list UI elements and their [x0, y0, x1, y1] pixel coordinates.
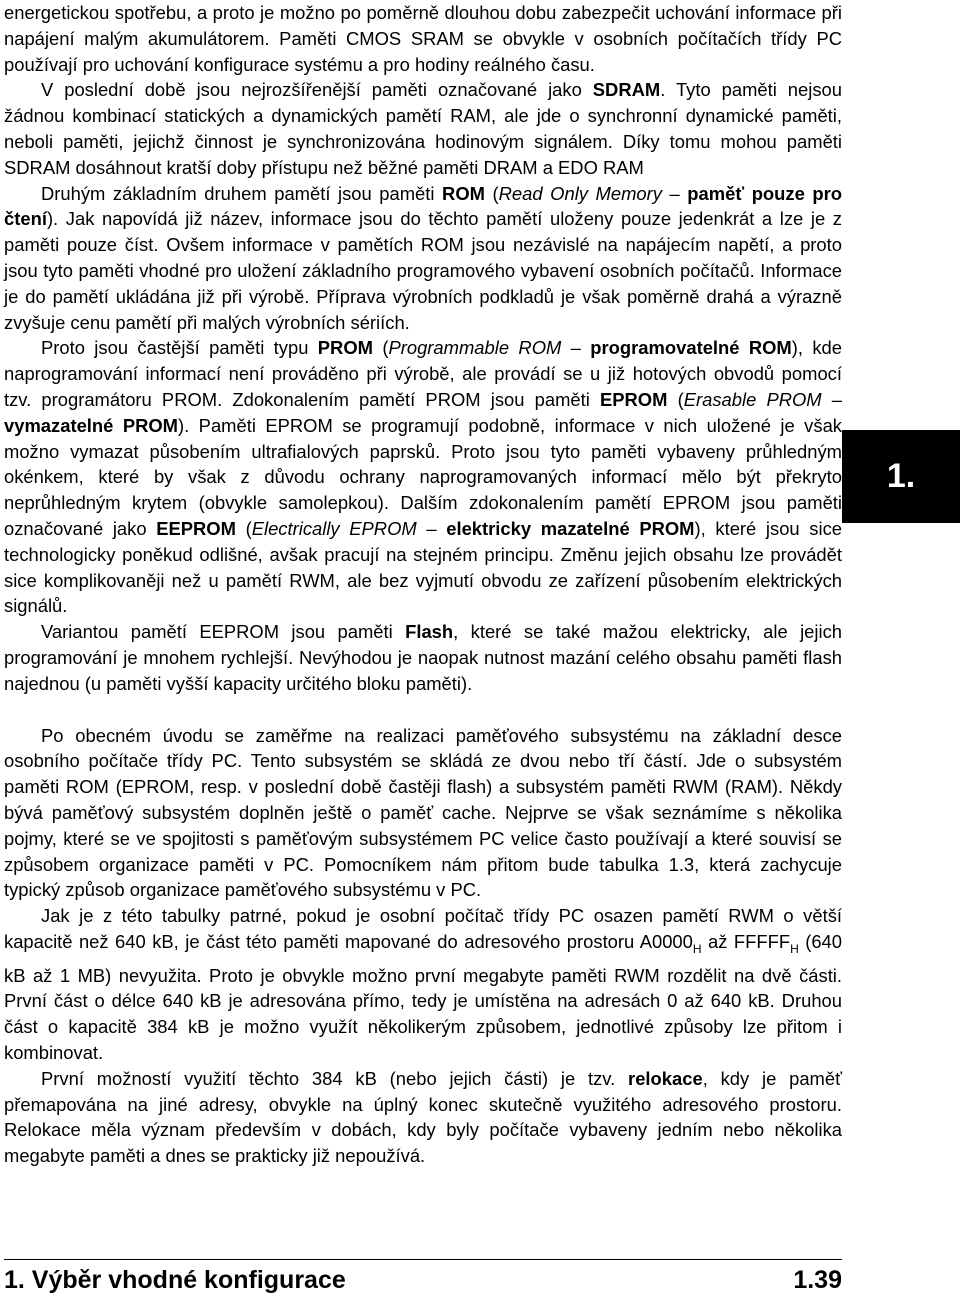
term-prom: PROM [317, 337, 373, 359]
chapter-tab: 1. [842, 430, 960, 523]
term-flash: Flash [405, 621, 454, 643]
term-eprom: EPROM [599, 388, 668, 410]
term-eeprom: EEPROM [156, 517, 236, 539]
footer-page-number: 1.39 [793, 1266, 842, 1294]
paragraph-3: Druhým základním druhem pamětí jsou paměti ROM (Read Only Memory – paměť pouze pro čtení). Jak napovídá již název, informace jsou do těchto pamětí uloženy pouze jedenkrát a lze je z paměti pouze číst. Ovšem informace v pamětích ROM jsou nezávislé na napájecím napětí, a proto jsou tyto paměti vhodné pro uložení základního programového vybavení osobních počítačů. Informace je do pamětí ukládána již při výrobě. Příprava výrobních podkladů je však poměrně drahá a výrazně zvyšuje cenu pamětí při malých výrobních sériích. [4, 182, 843, 333]
term-rom: ROM [442, 182, 485, 204]
term-sdram: SDRAM [592, 79, 661, 101]
term-relokace: relokace [628, 1067, 703, 1089]
paragraph-6: Po obecném úvodu se zaměřme na realizaci paměťového subsystému na základní desce osobního počítače třídy PC. Tento subsystém se skládá ze dvou nebo tří částí. Jde o subsystém paměti ROM (EPROM, resp. v poslední době častěji flash) a subsystém paměti RWM (RAM). Někdy bývá paměťový subsystém doplněn ještě o paměť cache. Nejprve se však seznámíme s několika pojmy, které se ve spojitosti s paměťovým subsystémem PC velice často používají a které souvisí se způsobem organizace paměti v PC. Pomocníkem nám přitom bude tabulka 1.3, která zachycuje typický způsob organizace paměťového subsystému v PC. [4, 724, 842, 901]
paragraph-2: V poslední době jsou nejrozšířenější paměti označované jako SDRAM. Tyto paměti nejsou žádnou kombinací statických a dynamických pamětí RAM, ale jde o synchronní dynamické paměti, neboli paměti, jejichž činnost je synchronizována hodinovým signálem. Díky tomu mohou paměti SDRAM dosáhnout kratší doby přístupu než běžné paměti DRAM a EDO RAM [4, 79, 842, 178]
footer-chapter-title: 1. Výběr vhodné konfigurace [4, 1266, 346, 1294]
paragraph-5: Variantou pamětí EEPROM jsou paměti Flash, které se také mažou elektricky, ale jejich programování je mnohem rychlejší. Nevýhodou je naopak nutnost mazání celého obsahu paměti flash najednou (u paměti vyšší kapacity určitého bloku paměti). [4, 621, 842, 694]
footer-rule [4, 1259, 842, 1260]
paragraph-8: První možností využití těchto 384 kB (nebo jejich části) je tzv. relokace, kdy je paměť přemapována na jiné adresy, obvykle na úplný konec skutečně využitého adresového prostoru. Relokace měla význam především v dobách, kdy byly počítače vybaveny jedním nebo několika megabyte paměti a dnes se prakticky již nepoužívá. [4, 1067, 843, 1167]
paragraph-1: energetickou spotřebu, a proto je možno po poměrně dlouhou dobu zabezpečit uchování informace při napájení malým akumulátorem. Paměti CMOS SRAM se obvykle v osobních počítačích třídy PC používají pro uchování konfigurace systému a pro hodiny reálného času. [4, 2, 842, 75]
body-text [4, 0, 842, 1169]
paragraph-4: Proto jsou častější paměti typu PROM (Programmable ROM – programovatelné ROM), kde naprogramování informací není prováděno při výrobě, ale provádí se u již hotových obvodů pomocí tzv. programátoru PROM. Zdokonalením pamětí PROM jsou paměti EPROM (Erasable PROM – vymazatelné PROM). Paměti EPROM se programují podobně, informace v nich uložené je však možno vymazat působením ultrafialových paprsků. Proto jsou tyto paměti vybaveny průhledným okénkem, které by však z důvodu ochrany naprogramovaných informací mělo být překryto neprůhledným krytem (obvykle samolepkou). Dalším zdokonalením pamětí EPROM jsou paměti označované jako EEPROM (Electrically EPROM – elektricky mazatelné PROM), které jsou sice technologicky poněkud odlišné, avšak pracují na stejném principu. Změnu jejich obsahu lze provádět sice komplikovaněji než u pamětí RWM, ale bez vyjmutí obvodu ze zařízení působením elektrických signálů. [4, 337, 843, 617]
paragraph-7: Jak je z této tabulky patrné, pokud je osobní počítač třídy PC osazen pamětí RWM o větší kapacitě než 640 kB, je část této paměti mapované do adresového prostoru $A0000_H$ až $FFFFF_H$ (640 kB až 1 MB) nevyužita. Proto je obvykle možno první megabyte paměti RWM rozdělit na dvě části. První část o délce 640 kB je adresována přímo, tedy je umístěna na adresách 0 až 640 kB. Druhou část o kapacitě 384 kB je možno využít několikerým způsobem, jednotlivé způsoby lze přitom i kombinovat. [4, 905, 842, 1064]
